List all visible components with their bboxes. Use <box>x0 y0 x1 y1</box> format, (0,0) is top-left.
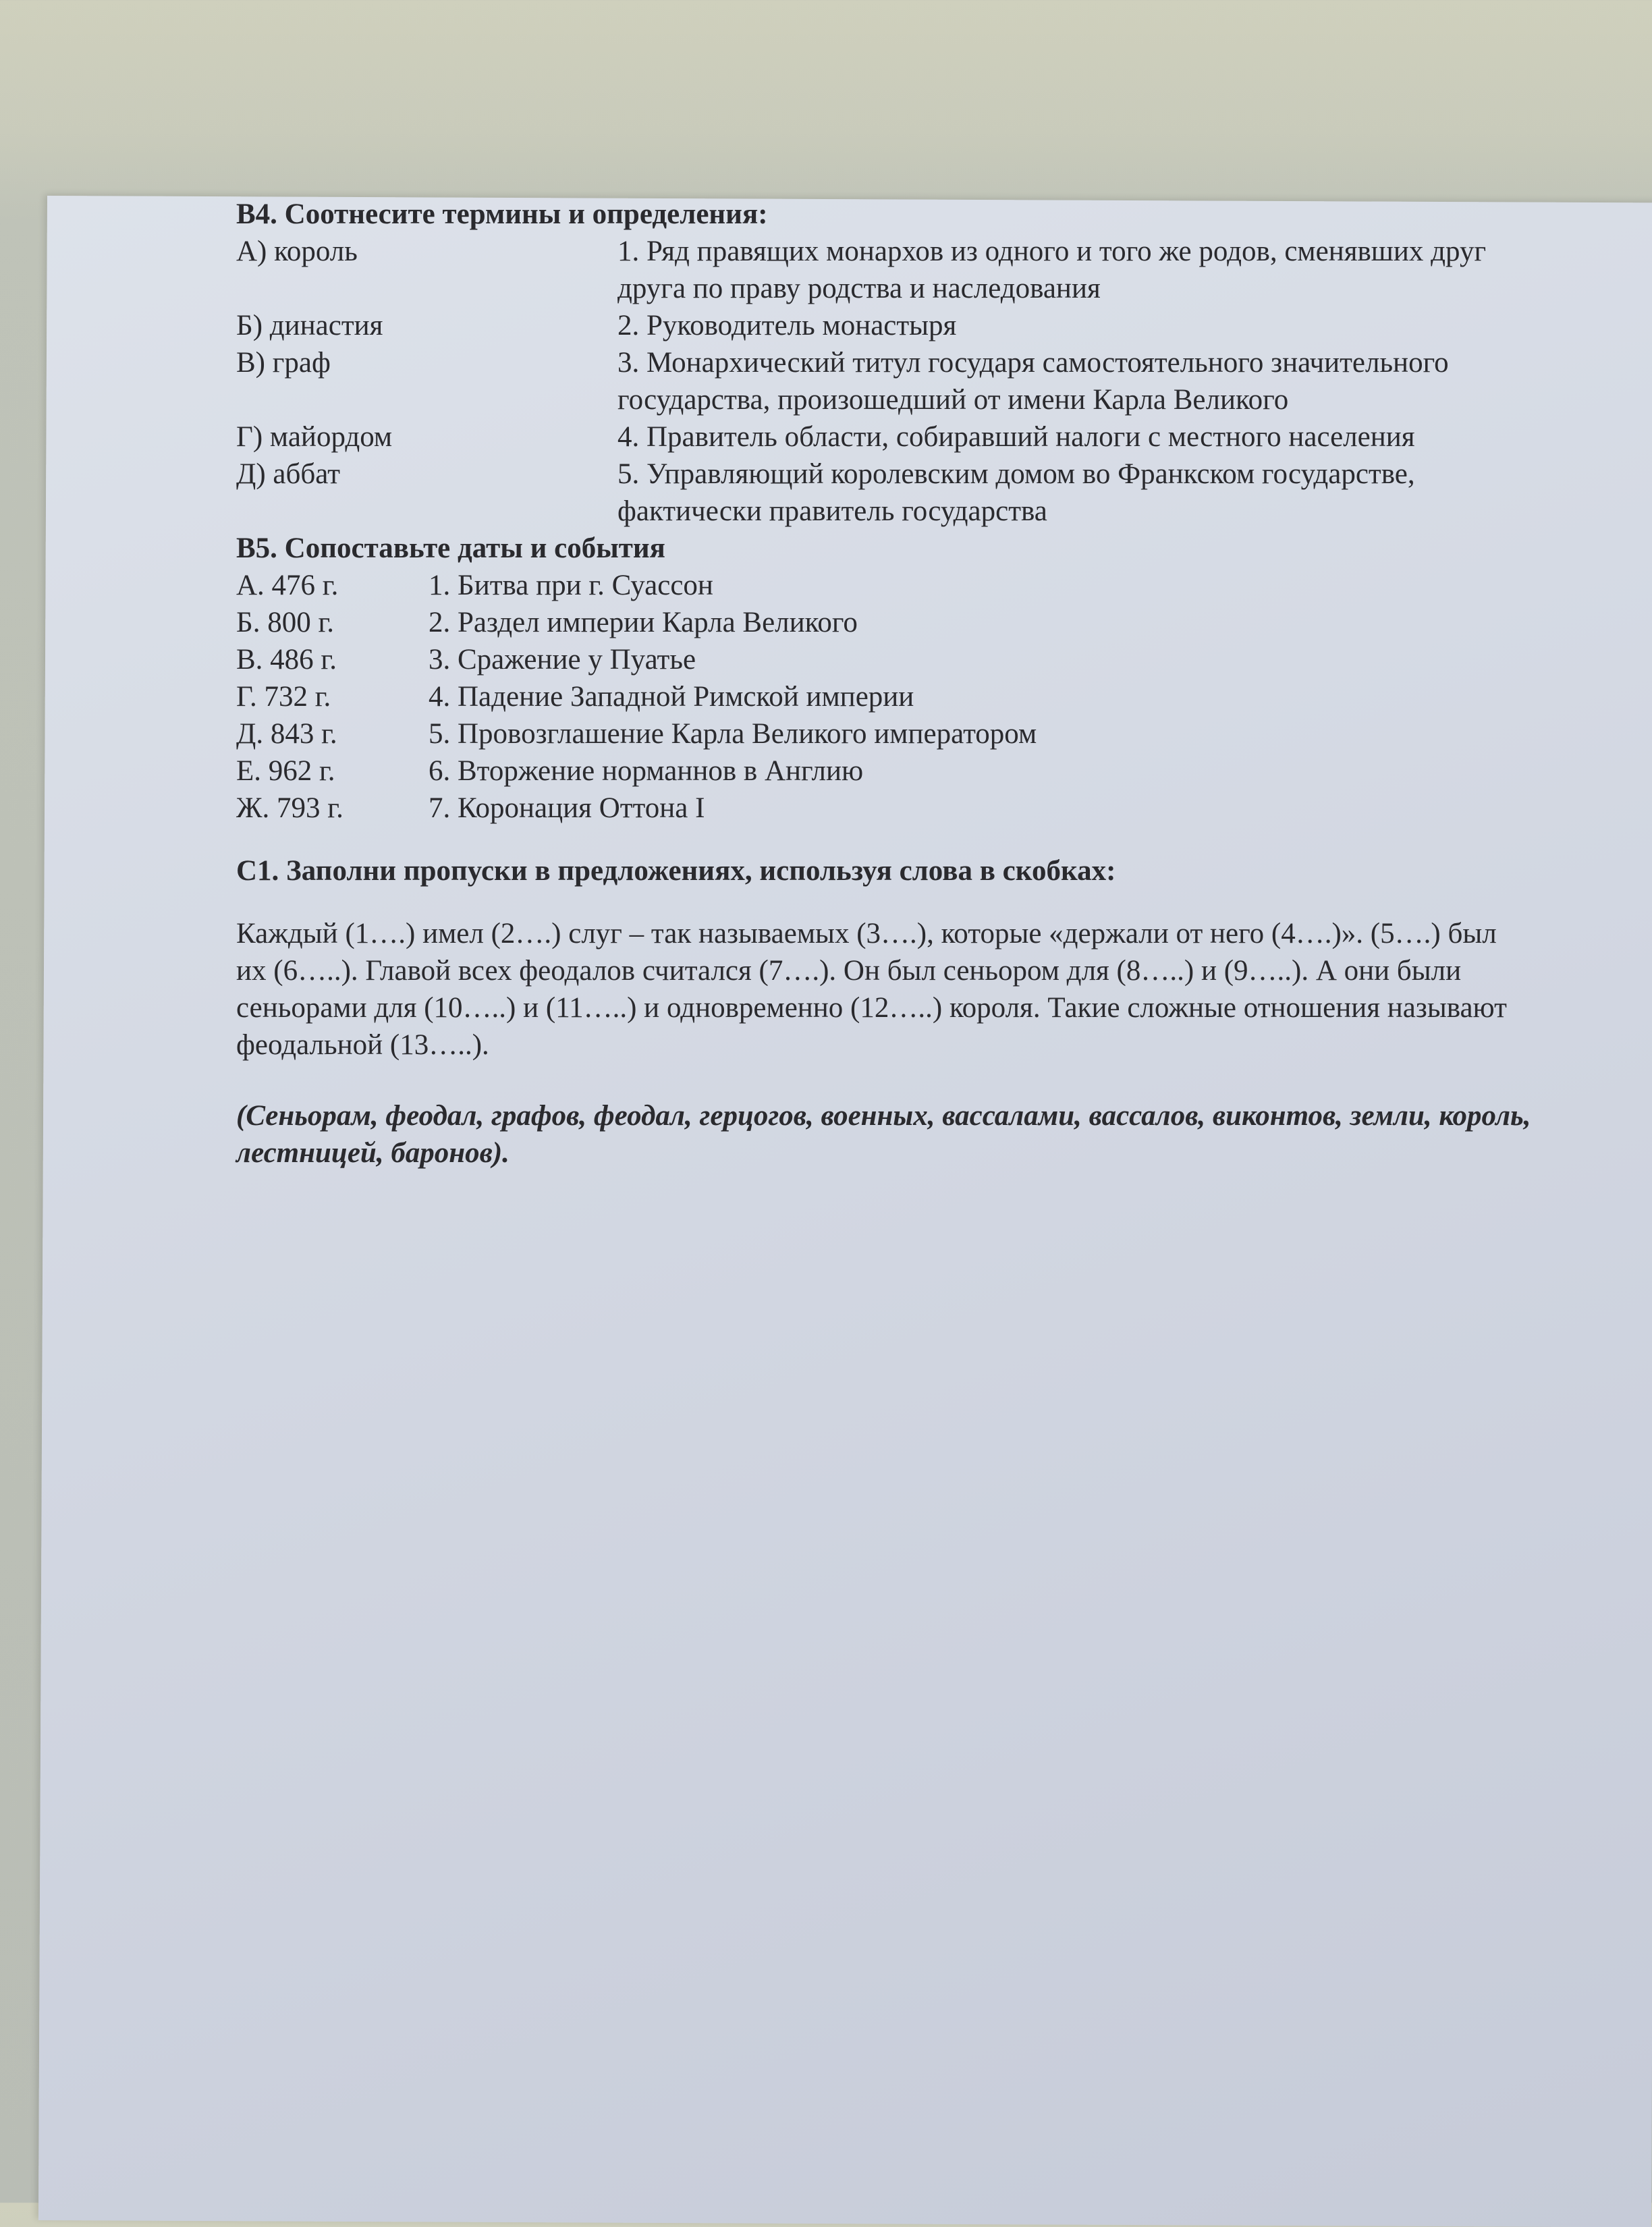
spacer <box>236 1064 1532 1097</box>
b5-row <box>236 715 1532 752</box>
c1-heading: С1. Заполни пропуски в предложениях, используя слова в скобках: <box>236 855 1116 887</box>
b4-term: В) граф <box>236 347 331 379</box>
b4-term: А) король <box>236 236 358 267</box>
b4-term: Г) майордом <box>236 421 393 453</box>
b4-row <box>236 418 1532 456</box>
b4-row <box>236 233 1532 307</box>
b5-event: 5. Провозглашение Карла Великого императором <box>429 718 1037 750</box>
b5-heading: В5. Сопоставьте даты и события <box>236 532 665 564</box>
b5-row <box>236 790 1532 827</box>
b5-date: Б. 800 г. <box>236 607 334 638</box>
b5-row <box>236 604 1532 641</box>
b5-row <box>236 678 1532 715</box>
b5-date: Г. 732 г. <box>236 681 331 713</box>
b5-event: 6. Вторжение норманнов в Англию <box>429 755 864 787</box>
b4-definition: 3. Монархический титул государя самостоятельного значительного государства, произошедший от имени Карла Великого <box>617 347 1449 416</box>
b5-row <box>236 641 1532 678</box>
b5-matching-table <box>236 567 1532 827</box>
b4-definition: 1. Ряд правящих монархов из одного и того же родов, сменявших друг друга по праву родства и наследования <box>617 236 1487 304</box>
worksheet <box>236 196 1532 1172</box>
b5-row <box>236 567 1532 604</box>
b4-definition: 5. Управляющий королевским домом во Франкском государстве, фактически правитель государства <box>617 458 1415 527</box>
b5-date: А. 476 г. <box>236 570 339 601</box>
b4-matching-table <box>236 233 1532 530</box>
b5-date: Е. 962 г. <box>236 755 335 787</box>
c1-fill-in-text: Каждый (1….) имел (2….) слуг – так называемых (3….), которые «держали от него (4….)». (5….) был их (6…..). Главой всех феодалов считался (7….). Он был сеньором для (8…..) и (9…..). А они были сеньорами для (10…..) и (11…..) и одновременно (12…..) короля. Такие сложные отношения называют феодальной (13…..). <box>236 918 1507 1061</box>
c1-word-bank: (Сеньорам, феодал, графов, феодал, герцогов, военных, вассалами, вассалов, виконтов, земли, король, лестницей, баронов). <box>236 1100 1531 1169</box>
b4-row <box>236 344 1532 418</box>
b5-date: Ж. 793 г. <box>236 792 343 824</box>
b4-term: Д) аббат <box>236 458 341 490</box>
b4-definition: 2. Руководитель монастыря <box>617 310 957 341</box>
b5-date: В. 486 г. <box>236 644 337 676</box>
b5-event: 2. Раздел империи Карла Великого <box>429 607 858 638</box>
b5-event: 7. Коронация Оттона I <box>429 792 705 824</box>
spacer <box>236 889 1532 915</box>
b5-event: 3. Сражение у Пуатье <box>429 644 696 676</box>
b5-event: 1. Битва при г. Суассон <box>429 570 713 601</box>
b4-row <box>236 456 1532 530</box>
b4-term: Б) династия <box>236 310 383 341</box>
b4-row <box>236 307 1532 344</box>
spacer <box>236 827 1532 852</box>
b4-heading: В4. Соотнесите термины и определения: <box>236 198 768 230</box>
b5-event: 4. Падение Западной Римской империи <box>429 681 914 713</box>
b5-date: Д. 843 г. <box>236 718 337 750</box>
b5-row <box>236 752 1532 790</box>
b4-definition: 4. Правитель области, собиравший налоги с местного населения <box>617 421 1415 453</box>
